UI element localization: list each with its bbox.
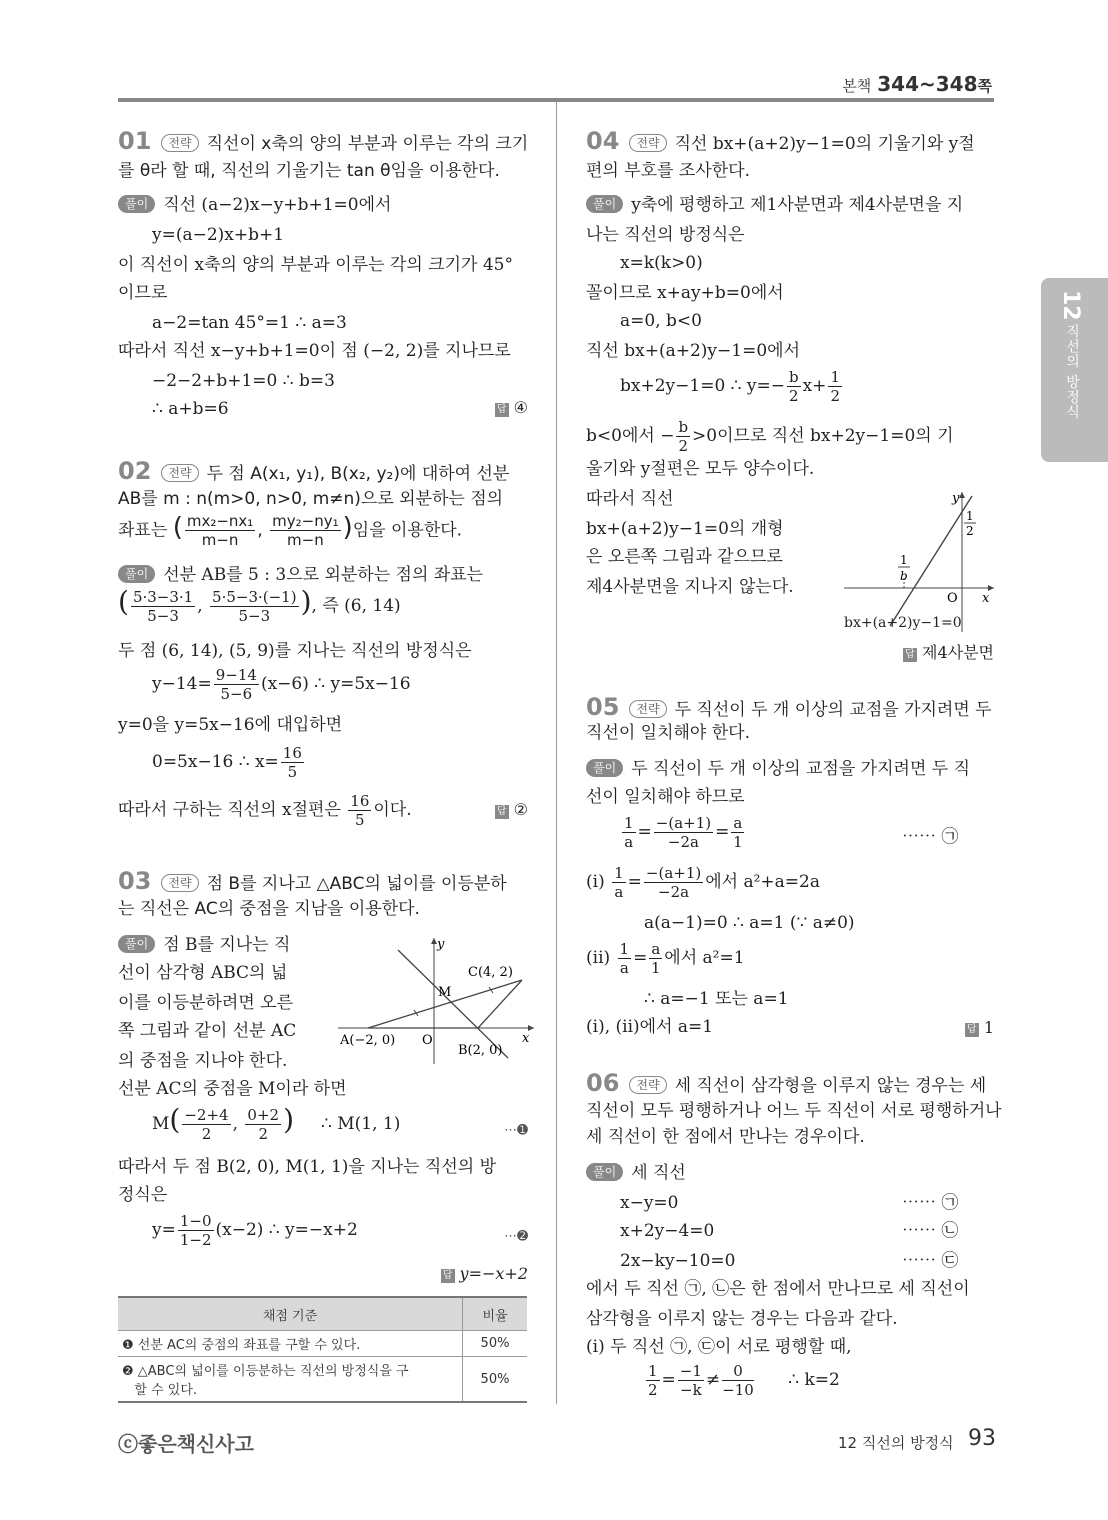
p03-sol-9: 정식은 <box>118 1185 168 1205</box>
p01-strategy: 01 전략 직선이 x축의 양의 부분과 이루는 각의 크기 <box>118 127 529 155</box>
solution-tag: 풀이 <box>118 935 155 953</box>
p04-sol-3: x=k(k>0) <box>620 253 703 273</box>
solution-tag: 풀이 <box>118 565 155 583</box>
graph-y-label: y <box>952 491 960 506</box>
chapter-number: 12 <box>1058 290 1083 321</box>
p06-sol-2: 에서 두 직선 ㉠, ㉡은 한 점에서 만나므로 세 직선이 <box>586 1279 970 1299</box>
graph-y-intercept-num: 1 <box>966 509 974 523</box>
graph-x-intercept-den: b <box>900 569 908 583</box>
p01-sol-7: −2−2+b+1=0 ∴ b=3 <box>152 371 335 391</box>
p03-sol-6: 선분 AC의 중점을 M이라 하면 <box>118 1079 347 1099</box>
table-row: ❷ △ABC의 넓이를 이등분하는 직선의 방정식을 구 할 수 있다. 50% <box>118 1357 527 1403</box>
publisher-logo: ⓒ좋은책신사고 <box>118 1432 254 1456</box>
p04-sol-1: 풀이 y축에 평행하고 제1사분면과 제4사분면을 지 <box>586 194 963 216</box>
solution-tag: 풀이 <box>586 1163 623 1181</box>
p03-strategy: 03 전략 점 B를 지나고 △ABC의 넓이를 이등분하 <box>118 867 507 895</box>
p04-sol-11: bx+(a+2)y−1=0의 개형 <box>586 519 784 539</box>
problem-number: 02 <box>118 457 152 485</box>
p06-mark-2: ⋯⋯ ㉡ <box>902 1221 959 1241</box>
graph-origin: O <box>947 591 958 606</box>
p04-strategy: 04 전략 직선 bx+(a+2)y−1=0의 기울기와 y절 <box>586 127 975 155</box>
p03-sol-4: 쪽 그림과 같이 선분 AC <box>118 1021 297 1041</box>
p02-strategy: 02 전략 두 점 A(x₁, y₁), B(x₂, y₂)에 대하여 선분 <box>118 457 510 485</box>
p06-sol-3: 삼각형을 이루지 않는 경우는 다음과 같다. <box>586 1309 898 1329</box>
graph-point-b: B(2, 0) <box>458 1043 503 1058</box>
answer-icon: 답 <box>903 648 917 662</box>
graph-point-a: A(−2, 0) <box>340 1033 396 1048</box>
p03-answer: 답 y=−x+2 <box>441 1264 528 1283</box>
p03-sol-5: 의 중점을 지나야 한다. <box>118 1051 288 1071</box>
p02-strategy-3: 좌표는 ( $\frac{\text{mx₂−nx₁}}{m-n}$ , $\frac{\text{my₂−ny₁}}{m-n}$ )임을 이용한다. <box>118 512 463 549</box>
p05-sol-4: (i) $\frac{1}{a}$ = $\frac{-(a+1)}{-2a}$ 에서 a²+a=2a <box>586 864 821 901</box>
p02-sol-6: 0=5x−16 ∴ x= $\frac{16}{5}$ <box>152 744 302 781</box>
p04-sol-13: 제4사분면을 지나지 않는다. <box>586 577 794 597</box>
problem-number: 04 <box>586 127 620 155</box>
strategy-tag: 전략 <box>629 1076 666 1094</box>
p01-answer: 답 ④ <box>495 398 528 417</box>
p03-sol-2: 선이 삼각형 ABC의 넓 <box>118 963 288 983</box>
problem-number: 03 <box>118 867 152 895</box>
answer-icon: 답 <box>441 1269 455 1283</box>
grading-header-criteria: 채점 기준 <box>118 1297 463 1331</box>
footer-chapter: 12 직선의 방정식 <box>838 1434 954 1452</box>
strategy-tag: 전략 <box>161 464 198 482</box>
p01-sol-3: 이 직선이 x축의 양의 부분과 이루는 각의 크기가 45° <box>118 255 513 275</box>
p06-strategy-3: 세 직선이 한 점에서 만나는 경우이다. <box>586 1127 865 1147</box>
p05-strategy: 05 전략 두 직선이 두 개 이상의 교점을 가지려면 두 <box>586 693 992 721</box>
p01-sol-5: a−2=tan 45°=1 ∴ a=3 <box>152 313 347 333</box>
strategy-tag: 전략 <box>161 874 198 892</box>
p05-mark-1: ⋯⋯ ㉠ <box>902 827 959 847</box>
p06-eq-2: x+2y−4=0 <box>620 1221 715 1241</box>
answer-icon: 답 <box>965 1023 979 1037</box>
problem-number: 01 <box>118 127 152 155</box>
p02-sol-1: 풀이 선분 AB를 5 : 3으로 외분하는 점의 좌표는 <box>118 564 483 586</box>
p06-eq-3: 2x−ky−10=0 <box>620 1251 736 1271</box>
p04-answer: 답 제4사분면 <box>903 640 994 663</box>
problem-number: 06 <box>586 1069 620 1097</box>
answer-icon: 답 <box>495 805 509 819</box>
p04-sol-9: 울기와 y절편은 모두 양수이다. <box>586 459 815 479</box>
p06-sol-4: (i) 두 직선 ㉠, ㉢이 서로 평행할 때, <box>586 1337 852 1357</box>
p02-sol-4: y−14= $\frac{9-14}{5-6}$ (x−6) ∴ y=5x−16 <box>152 666 411 703</box>
p04-strategy-2: 편의 부호를 조사한다. <box>586 161 751 181</box>
p05-sol-7: ∴ a=−1 또는 a=1 <box>644 989 789 1009</box>
table-row: ❶ 선분 AC의 중점의 좌표를 구할 수 있다. 50% <box>118 1331 527 1357</box>
p01-sol-6: 따라서 직선 x−y+b+1=0이 점 (−2, 2)를 지나므로 <box>118 341 511 361</box>
graph-origin: O <box>422 1033 433 1048</box>
p01-sol-4: 이므로 <box>118 283 168 303</box>
p06-mark-3: ⋯⋯ ㉢ <box>902 1251 959 1271</box>
step-marker-1: ⋯➊ <box>504 1123 528 1138</box>
p02-sol-7: 따라서 구하는 직선의 x절편은 $\frac{16}{5}$ 이다. <box>118 792 412 829</box>
p06-sol-5: $\frac{1}{2}$ = $\frac{-1}{-k}$ ≠ $\frac{0}{-10}$ ∴ k=2 <box>648 1362 840 1399</box>
p03-graph <box>338 934 534 1064</box>
p06-eq-1: x−y=0 <box>620 1193 679 1213</box>
p03-sol-3: 이를 이등분하려면 오른 <box>118 993 294 1013</box>
strategy-tag: 전략 <box>161 134 198 152</box>
p05-sol-3: $\frac{1}{a}$ = $\frac{-(a+1)}{-2a}$ = $\frac{a}{1}$ <box>624 814 743 851</box>
answer-icon: 답 <box>495 403 509 417</box>
p06-strategy: 06 전략 세 직선이 삼각형을 이루지 않는 경우는 세 <box>586 1069 987 1097</box>
p03-sol-1: 풀이 점 B를 지나는 직 <box>118 934 290 956</box>
column-divider <box>556 102 557 1404</box>
p02-sol-2: ( $\frac{5\cdot 3-3\cdot 1}{5-3}$ , $\frac{5\cdot 5-3\cdot(-1)}{5-3}$ ), 즉 (6, 14) <box>118 585 401 625</box>
p06-sol-1: 풀이 세 직선 <box>586 1162 686 1184</box>
graph-point-m: M <box>438 985 452 1000</box>
p05-sol-8: (i), (ii)에서 a=1 <box>586 1017 714 1037</box>
p04-sol-2: 나는 직선의 방정식은 <box>586 225 745 245</box>
p02-answer: 답 ② <box>495 800 528 819</box>
graph-y-intercept-den: 2 <box>966 524 974 538</box>
p02-sol-3: 두 점 (6, 14), (5, 9)를 지나는 직선의 방정식은 <box>118 641 472 661</box>
p01-sol-1: 풀이 직선 (a−2)x−y+b+1=0에서 <box>118 194 391 216</box>
chapter-title: 직선의 방정식 <box>1064 324 1080 420</box>
p05-sol-1: 풀이 두 직선이 두 개 이상의 교점을 가지려면 두 직 <box>586 758 970 780</box>
grading-table <box>118 1296 527 1403</box>
solution-tag: 풀이 <box>586 195 623 213</box>
strategy-tag: 전략 <box>629 134 666 152</box>
graph-x-label: x <box>522 1031 530 1046</box>
p05-sol-2: 선이 일치해야 하므로 <box>586 787 745 807</box>
p03-sol-10: y= $\frac{1-0}{1-2}$ (x−2) ∴ y=−x+2 <box>152 1212 358 1249</box>
step-marker-2: ⋯➋ <box>504 1229 528 1244</box>
p05-strategy-2: 직선이 일치해야 한다. <box>586 723 751 743</box>
page-number: 93 <box>968 1426 996 1451</box>
p05-answer: 답 1 <box>965 1018 994 1037</box>
graph-point-c: C(4, 2) <box>468 965 513 980</box>
p03-sol-8: 따라서 두 점 B(2, 0), M(1, 1)을 지나는 직선의 방 <box>118 1157 497 1177</box>
solution-tag: 풀이 <box>586 759 623 777</box>
page-header: 본책 344~348쪽 <box>842 72 992 96</box>
p02-sol-5: y=0을 y=5x−16에 대입하면 <box>118 715 343 735</box>
strategy-tag: 전략 <box>629 700 666 718</box>
graph-x-intercept-num: 1 <box>900 553 908 567</box>
p04-sol-10: 따라서 직선 <box>586 489 674 509</box>
solution-tag: 풀이 <box>118 195 155 213</box>
p05-sol-5: a(a−1)=0 ∴ a=1 (∵ a≠0) <box>644 913 855 933</box>
problem-number: 05 <box>586 693 620 721</box>
p04-sol-6: 직선 bx+(a+2)y−1=0에서 <box>586 341 800 361</box>
p01-strategy-2: 를 θ라 할 때, 직선의 기울기는 tan θ임을 이용한다. <box>118 161 500 181</box>
p04-sol-8: b<0에서 − $\frac{b}{2}$ >0이므로 직선 bx+2y−1=0의 기 <box>586 418 954 455</box>
p04-sol-5: a=0, b<0 <box>620 311 702 331</box>
graph-y-label: y <box>437 937 445 952</box>
p01-sol-2: y=(a−2)x+b+1 <box>152 225 285 245</box>
grading-header-ratio: 비율 <box>463 1297 528 1331</box>
p04-graph-equation: bx+(a+2)y−1=0 <box>844 615 962 631</box>
graph-x-label: x <box>982 591 990 606</box>
p03-strategy-2: 는 직선은 AC의 중점을 지남을 이용한다. <box>118 899 420 919</box>
p02-strategy-2: AB를 m : n(m>0, n>0, m≠n)으로 외분하는 점의 <box>118 489 504 509</box>
p03-sol-7: M( $\frac{-2+4}{2}$ , $\frac{0+2}{2}$ ) ∴ M(1, 1) <box>152 1103 401 1143</box>
p04-sol-12: 은 오른쪽 그림과 같으므로 <box>586 547 783 567</box>
p01-sol-8: ∴ a+b=6 <box>152 399 229 419</box>
p04-sol-4: 꼴이므로 x+ay+b=0에서 <box>586 283 784 303</box>
p06-mark-1: ⋯⋯ ㉠ <box>902 1193 959 1213</box>
p05-sol-6: (ii) $\frac{1}{a}$ = $\frac{a}{1}$ 에서 a²=1 <box>586 940 745 977</box>
p04-sol-7: bx+2y−1=0 ∴ y=− $\frac{b}{2}$ x+ $\frac{1}{2}$ <box>620 368 840 405</box>
p06-strategy-2: 직선이 모두 평행하거나 어느 두 직선이 서로 평행하거나 <box>586 1101 1002 1121</box>
